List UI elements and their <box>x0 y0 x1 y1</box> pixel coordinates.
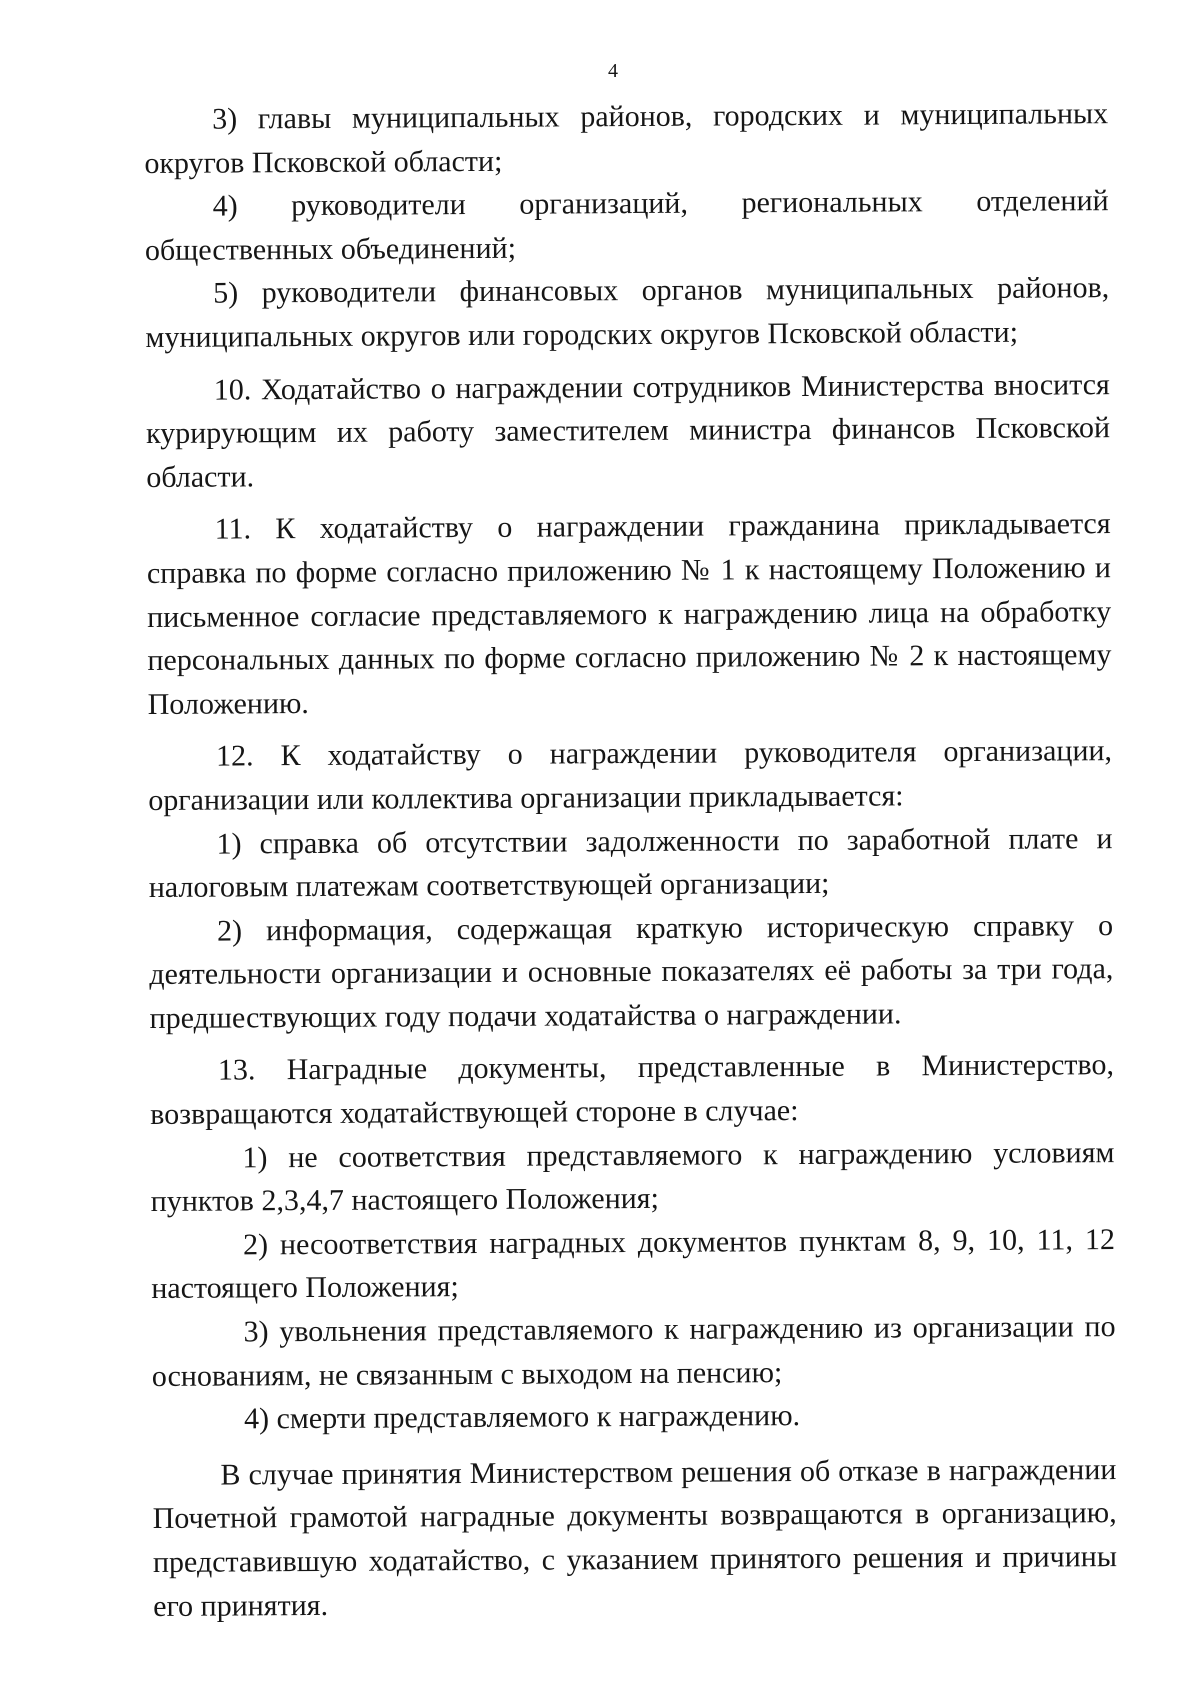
paragraph-12-item-2: 2) информация, содержащая краткую историческую справку о деятельности организации и основные показателях её работы за три года, предшествующих году подачи ходатайства о награждении. <box>149 908 1114 1035</box>
paragraph-12: 12. К ходатайству о награждении руководителя организации, организации или коллектива организации прикладывается: <box>148 734 1113 817</box>
paragraph-13-item-1: 1) не соответствия представляемого к награждению условиям пунктов 2,3,4,7 настоящего Положения; <box>150 1135 1115 1219</box>
paragraph-13-item-2: 2) несоответствия наградных документов пунктам 8, 9, 10, 11, 12 настоящего Положения; <box>151 1222 1116 1306</box>
page-number: 4 <box>608 60 618 82</box>
paragraph-13-item-3: 3) увольнения представляемого к награждению из организации по основаниям, не связанным с выходом на пенсию; <box>151 1310 1116 1393</box>
paragraph-10: 10. Ходатайство о награждении сотрудников Министерства вносится курирующим их работу заместителем министра финансов Псковской области. <box>145 367 1111 494</box>
paragraph-refusal: В случае принятия Министерством решения об отказе в награждении Почетной грамотой наградные документы возвращаются в организацию, представившую ходатайство, с указанием принятого решения и причины его принятия. <box>152 1452 1118 1623</box>
paragraph-13: 13. Наградные документы, представленные в Министерство, возвращаются ходатайствующей стороне в случае: <box>150 1048 1115 1132</box>
paragraph-item-5-finance-heads: 5) руководители финансовых органов муниципальных районов, муниципальных округов или городских округов Псковской области; <box>145 271 1110 354</box>
paragraph-11: 11. К ходатайству о награждении гражданина прикладывается справка по форме согласно приложению № 1 к настоящему Положению и письменное согласие представляемого к награждению лица на обработку персональных данных по форме согласно приложению № 2 к настоящему Положению. <box>146 507 1112 721</box>
paragraph-13-item-4: 4) смерти представляемого к награждению. <box>243 1399 801 1436</box>
paragraph-item-4-org-leaders: 4) руководители организаций, региональных отделений общественных объединений; <box>144 184 1109 267</box>
document-body <box>144 92 1117 1628</box>
paragraph-item-3-heads: 3) главы муниципальных районов, городских и муниципальных округов Псковской области; <box>144 97 1109 180</box>
paragraph-12-item-1: 1) справка об отсутствии задолженности по заработной плате и налоговым платежам соответствующей организации; <box>148 821 1113 905</box>
